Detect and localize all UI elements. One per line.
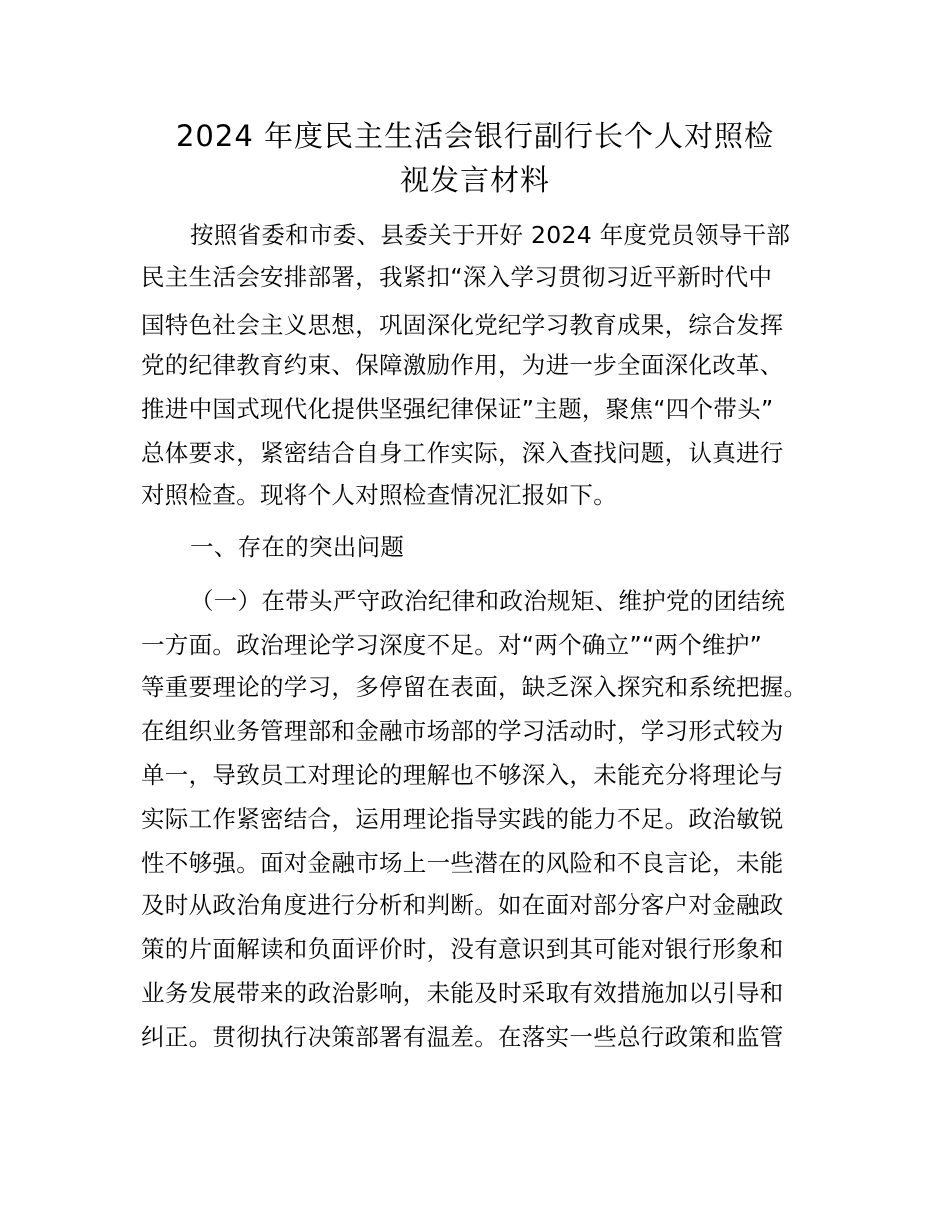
paragraph-line: 纠正。贯彻执行决策部署有温差。在落实一些总行政策和监管 xyxy=(141,1023,784,1051)
paragraph-line: 策的片面解读和负面评价时，没有意识到其可能对银行形象和 xyxy=(141,935,784,963)
paragraph-line: 按照省委和市委、县委关于开好 2024 年度党员领导干部 xyxy=(190,221,791,249)
paragraph-line: 单一，导致员工对理论的理解也不够深入，未能充分将理论与 xyxy=(141,761,784,789)
paragraph-line: 实际工作紧密结合，运用理论指导实践的能力不足。政治敏锐 xyxy=(141,805,784,833)
paragraph-line: 民主生活会安排部署，我紧扣“深入学习贯彻习近平新时代中 xyxy=(141,263,773,291)
paragraph-line: 党的纪律教育约束、保障激励作用，为进一步全面深化改革、 xyxy=(141,351,784,379)
paragraph-line: 推进中国式现代化提供坚强纪律保证”主题，聚焦“四个带头” xyxy=(141,395,774,423)
paragraph-line: 在组织业务管理部和金融市场部的学习活动时，学习形式较为 xyxy=(141,717,784,745)
document-title-line-2: 视发言材料 xyxy=(399,163,550,197)
paragraph-line: 一方面。政治理论学习深度不足。对“两个确立”“两个维护” xyxy=(141,631,763,659)
document-title-line-1: 2024 年度民主生活会银行副行长个人对照检 xyxy=(175,119,775,153)
paragraph-line: 等重要理论的学习，多停留在表面，缺乏深入探究和系统把握。 xyxy=(141,673,808,701)
paragraph-line: 总体要求，紧密结合自身工作实际，深入查找问题，认真进行 xyxy=(141,439,784,467)
paragraph-line: （一）在带头严守政治纪律和政治规矩、维护党的团结统 xyxy=(190,587,785,615)
paragraph-line: 国特色社会主义思想，巩固深化党纪学习教育成果，综合发挥 xyxy=(141,311,784,339)
paragraph-line: 性不够强。面对金融市场上一些潜在的风险和不良言论，未能 xyxy=(141,849,784,877)
section-heading: 一、存在的突出问题 xyxy=(190,533,405,561)
paragraph-line: 及时从政治角度进行分析和判断。如在面对部分客户对金融政 xyxy=(141,891,784,919)
paragraph-line: 业务发展带来的政治影响，未能及时采取有效措施加以引导和 xyxy=(141,979,784,1007)
paragraph-line: 对照检查。现将个人对照检查情况汇报如下。 xyxy=(141,481,617,509)
